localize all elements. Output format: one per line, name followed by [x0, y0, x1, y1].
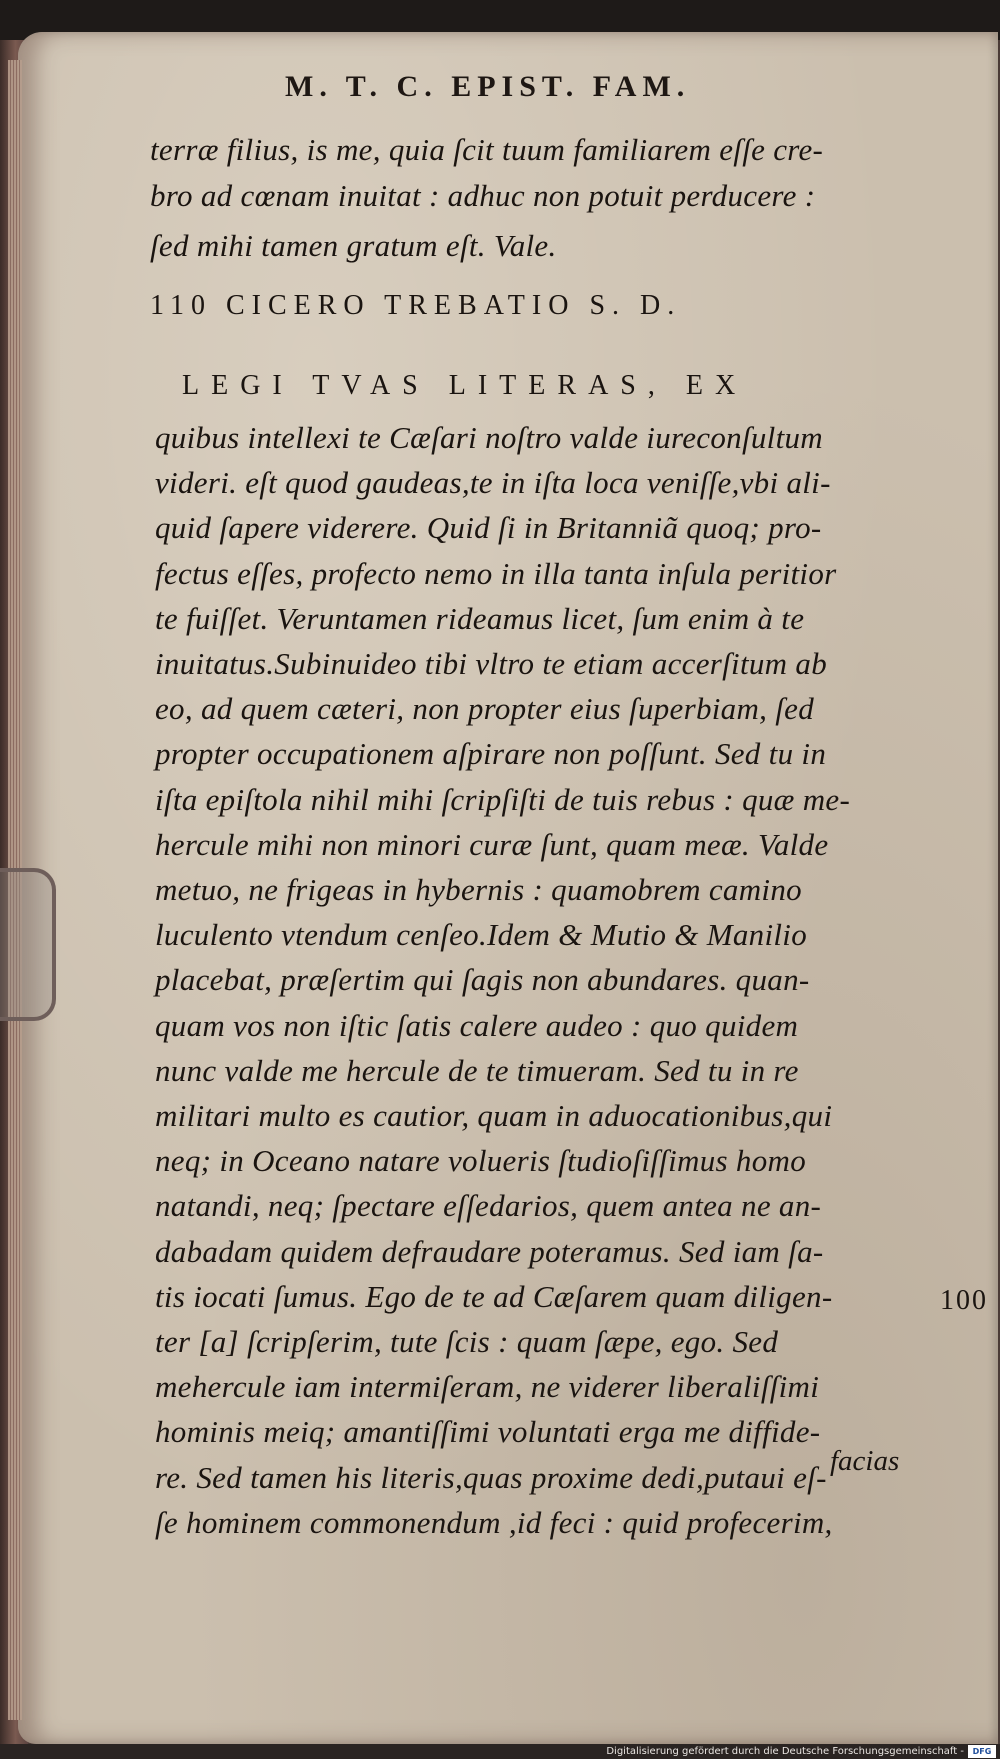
text-line: propter occupationem aſpirare non poſſunt. Sed tu in [155, 736, 827, 771]
text-line: mehercule iam intermiſeram, ne viderer liberaliſſimi [155, 1369, 820, 1404]
text-line: placebat, præſertim qui ſagis non abundares. quan- [155, 962, 810, 997]
letter-heading: 110 CICERO TREBATIO S. D. [150, 290, 682, 321]
text-line: ſe hominem commonendum ,id feci : quid profecerim, [155, 1505, 833, 1540]
text-line: re. Sed tamen his literis,quas proxime dedi,putaui eſ- [155, 1460, 827, 1495]
margin-page-number: 100 [940, 1285, 988, 1316]
digitization-credit: Digitalisierung gefördert durch die Deutsche Forschungsgemeinschaft - [606, 1746, 964, 1757]
text-line: quam vos non iſtic ſatis calere audeo : quo quidem [155, 1008, 799, 1043]
text-line: te fuiſſet. Veruntamen rideamus licet, ſum enim à te [155, 601, 805, 636]
text-line: quid ſapere viderere. Quid ſi in Britanniã quoq; pro- [155, 510, 822, 545]
text-line: tis iocati ſumus. Ego de te ad Cæſarem quam diligen- [155, 1279, 833, 1314]
text-line: metuo, ne frigeas in hybernis : quamobrem camino [155, 872, 802, 907]
running-head: M. T. C. EPIST. FAM. [285, 70, 691, 103]
text-line: videri. eſt quod gaudeas,te in iſta loca veniſſe,vbi ali- [155, 465, 831, 500]
text-line: natandi, neq; ſpectare eſſedarios, quem antea ne an- [155, 1188, 822, 1223]
text-line: luculento vtendum cenſeo.Idem & Mutio & Manilio [155, 917, 808, 952]
text-line: bro ad cœnam inuitat : adhuc non potuit perducere : [150, 178, 816, 213]
book-clasp [0, 868, 56, 1021]
text-line: militari multo es cautior, quam in aduocationibus,qui [155, 1098, 833, 1133]
dfg-logo: DFG [968, 1745, 996, 1758]
text-line: quibus intellexi te Cæſari noſtro valde iureconſultum [155, 420, 823, 455]
text-line: nunc valde me hercule de te timueram. Sed tu in re [155, 1053, 799, 1088]
text-line: neq; in Oceano natare volueris ſtudioſiſſimus homo [155, 1143, 806, 1178]
text-line: iſta epiſtola nihil mihi ſcripſiſti de tuis rebus : quæ me- [155, 782, 851, 817]
text-line: terræ filius, is me, quia ſcit tuum familiarem eſſe cre- [150, 132, 824, 167]
letter-first-line: LEGI TVAS LITERAS, EX [182, 370, 748, 401]
text-line: ſed mihi tamen gratum eſt. Vale. [150, 228, 557, 263]
text-line: eo, ad quem cæteri, non propter eius ſuperbiam, ſed [155, 691, 815, 726]
text-line: hercule mihi non minori curæ ſunt, quam meæ. Valde [155, 827, 829, 862]
text-line: inuitatus.Subinuideo tibi vltro te etiam accerſitum ab [155, 646, 827, 681]
text-line: fectus eſſes, profecto nemo in illa tanta inſula peritior [155, 556, 837, 591]
text-line: hominis meiq; amantiſſimi voluntati erga me diffide- [155, 1414, 821, 1449]
text-line: ter [a] ſcripſerim, tute ſcis : quam ſæpe, ego. Sed [155, 1324, 779, 1359]
catchword: facias [830, 1445, 900, 1477]
text-line: dabadam quidem defraudare poteramus. Sed iam ſa- [155, 1234, 824, 1269]
